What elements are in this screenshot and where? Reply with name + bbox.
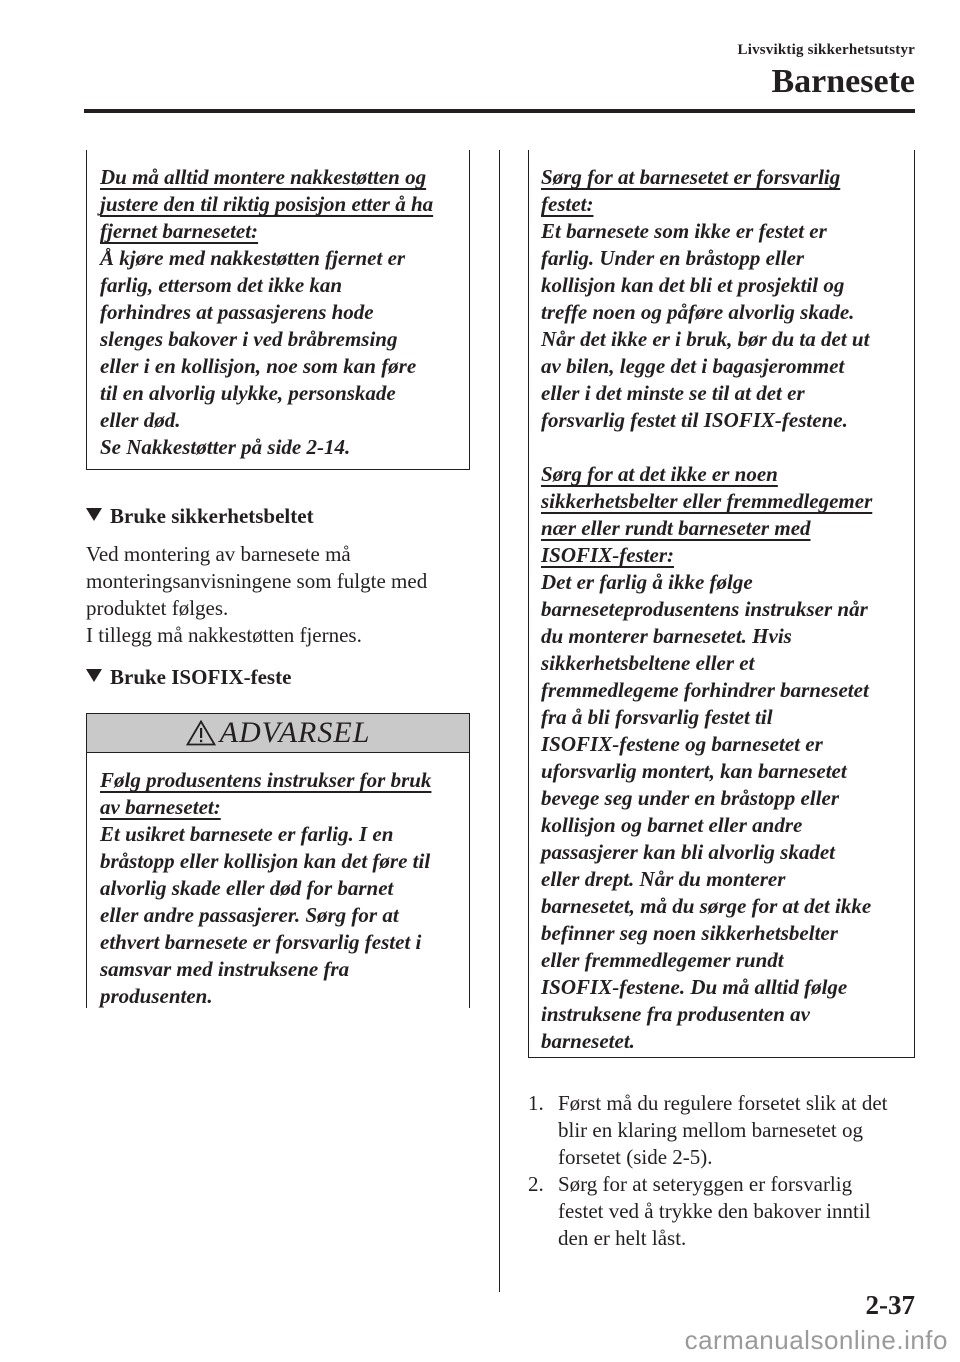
warning-body-line: bevege seg under en bråstopp eller — [541, 786, 840, 810]
paragraph-line: Ved montering av barnesete må — [86, 542, 351, 566]
warning-body-line: eller fremmedlegemer rundt — [541, 948, 784, 972]
spacer — [541, 434, 906, 461]
warning-body-line: passasjerer kan bli alvorlig skadet — [541, 840, 836, 864]
step-number: 1. — [528, 1091, 544, 1115]
warning-body-line: fremmedlegeme forhindrer barnesetet — [541, 678, 869, 702]
warning-heading-line: festet: — [541, 192, 594, 216]
warning-heading-line: Følg produsentens instrukser for bruk — [100, 768, 432, 792]
step-line: festet ved å trykke den bakover inntil — [558, 1199, 871, 1223]
warning-body-line: produsenten. — [100, 984, 213, 1008]
section-title: Livsviktig sikkerhetsutstyr — [737, 42, 915, 58]
step-line: Sørg for at seteryggen er forsvarlig — [558, 1172, 853, 1196]
warning-body-line: ISOFIX-festene. Du må alltid følge — [541, 975, 848, 999]
headrest-caution-box — [86, 150, 470, 470]
warning-body-line: Når det ikke er i bruk, bør du ta det ut — [541, 327, 870, 351]
warning-body-line: ethvert barnesete er forsvarlig festet i — [100, 930, 422, 954]
step-item — [528, 1171, 918, 1252]
triangle-down-icon — [86, 669, 102, 682]
warning-body-line: samsvar med instruksene fra — [100, 957, 350, 981]
subheading-text: Bruke ISOFIX-feste — [110, 665, 292, 689]
warning-heading-line: Sørg for at barnesetet er forsvarlig — [541, 165, 841, 189]
installation-steps — [528, 1090, 918, 1252]
caution-body-line: forhindres at passasjerens hode — [100, 300, 374, 324]
warning-body-line: befinner seg noen sikkerhetsbelter — [541, 921, 838, 945]
step-number: 2. — [528, 1172, 544, 1196]
caution-body-line: Å kjøre med nakkestøtten fjernet er — [100, 246, 406, 270]
warning-body-line: av bilen, legge det i bagasjerommet — [541, 354, 845, 378]
warning-body-line: fra å bli forsvarlig festet til — [541, 705, 773, 729]
warning-body-line: alvorlig skade eller død for barnet — [100, 876, 394, 900]
warning-heading-line: av barnesetet: — [100, 795, 221, 819]
watermark: carmanualsonline.info — [684, 1325, 948, 1355]
page-title: Barnesete — [771, 63, 915, 100]
caution-heading-line: fjernet barnesetet: — [100, 219, 259, 243]
caution-heading-line: Du må alltid montere nakkestøtten og — [100, 165, 427, 189]
warning-banner — [86, 713, 470, 753]
warning-body-line: forsvarlig festet til ISOFIX-festene. — [541, 408, 848, 432]
warning-body-line: instruksene fra produsenten av — [541, 1002, 810, 1026]
warning-body-line: ISOFIX-festene og barnesetet er — [541, 732, 823, 756]
warning-heading-line: sikkerhetsbelter eller fremmedlegemer — [541, 489, 873, 513]
step-item — [528, 1090, 918, 1171]
warning-body-line: eller i det minste se til at det er — [541, 381, 805, 405]
header-rule — [84, 109, 915, 113]
warning-heading-line: ISOFIX-fester: — [541, 543, 675, 567]
caution-reference: Se Nakkestøtter på side 2-14. — [100, 435, 351, 459]
step-line: forsetet (side 2-5). — [558, 1145, 713, 1169]
isofix-warning-box — [86, 753, 470, 1008]
caution-heading-line: justere den til riktig posisjon etter å ha — [100, 192, 434, 216]
warning-body-line: kollisjon kan det bli et prosjektil og — [541, 273, 845, 297]
warning-body-line: farlig. Under en bråstopp eller — [541, 246, 805, 270]
step-line: blir en klaring mellom barnesetet og — [558, 1118, 863, 1142]
warning-body-line: Det er farlig å ikke følge — [541, 570, 753, 594]
warning-body-line: barneseteprodusentens instrukser når — [541, 597, 868, 621]
caution-body-line: farlig, ettersom det ikke kan — [100, 273, 343, 297]
warning-heading-line: Sørg for at det ikke er noen — [541, 462, 778, 486]
caution-body-line: til en alvorlig ulykke, personskade — [100, 381, 396, 405]
warning-body-line: bråstopp eller kollisjon kan det føre til — [100, 849, 431, 873]
warning-body-line: Et usikret barnesete er farlig. I en — [100, 822, 394, 846]
warning-body-line: uforsvarlig montert, kan barnesetet — [541, 759, 847, 783]
warning-label: ADVARSEL — [219, 716, 371, 749]
caution-body-line: eller død. — [100, 408, 181, 432]
step-line: den er helt låst. — [558, 1226, 687, 1250]
warning-body-line: Et barnesete som ikke er festet er — [541, 219, 827, 243]
paragraph-line: monteringsanvisningene som fulgte med — [86, 569, 428, 593]
warning-body-line: barnesetet. — [541, 1029, 635, 1053]
page-number: 2-37 — [865, 1290, 915, 1320]
triangle-down-icon — [86, 508, 102, 521]
subheading-isofix — [86, 664, 291, 690]
subheading-seatbelt — [86, 503, 314, 529]
warning-heading-line: nær eller rundt barneseter med — [541, 516, 811, 540]
caution-body-line: eller i en kollisjon, noe som kan føre — [100, 354, 417, 378]
column-divider — [499, 150, 500, 1292]
warning-body-line: eller drept. Når du monterer — [541, 867, 786, 891]
paragraph-line: I tillegg må nakkestøtten fjernes. — [86, 623, 362, 647]
subheading-text: Bruke sikkerhetsbeltet — [110, 504, 314, 528]
seatbelt-paragraph — [86, 541, 486, 649]
isofix-warning-continued-box — [528, 150, 915, 1058]
warning-body-line: sikkerhetsbeltene eller et — [541, 651, 755, 675]
warning-body-line: kollisjon og barnet eller andre — [541, 813, 803, 837]
warning-triangle-icon — [186, 720, 216, 746]
warning-body-line: treffe noen og påføre alvorlig skade. — [541, 300, 855, 324]
caution-body-line: slenges bakover i ved bråbremsing — [100, 327, 398, 351]
step-line: Først må du regulere forsetet slik at det — [558, 1091, 888, 1115]
warning-body-line: eller andre passasjerer. Sørg for at — [100, 903, 399, 927]
warning-body-line: barnesetet, må du sørge for at det ikke — [541, 894, 872, 918]
paragraph-line: produktet følges. — [86, 596, 229, 620]
warning-body-line: du monterer barnesetet. Hvis — [541, 624, 792, 648]
